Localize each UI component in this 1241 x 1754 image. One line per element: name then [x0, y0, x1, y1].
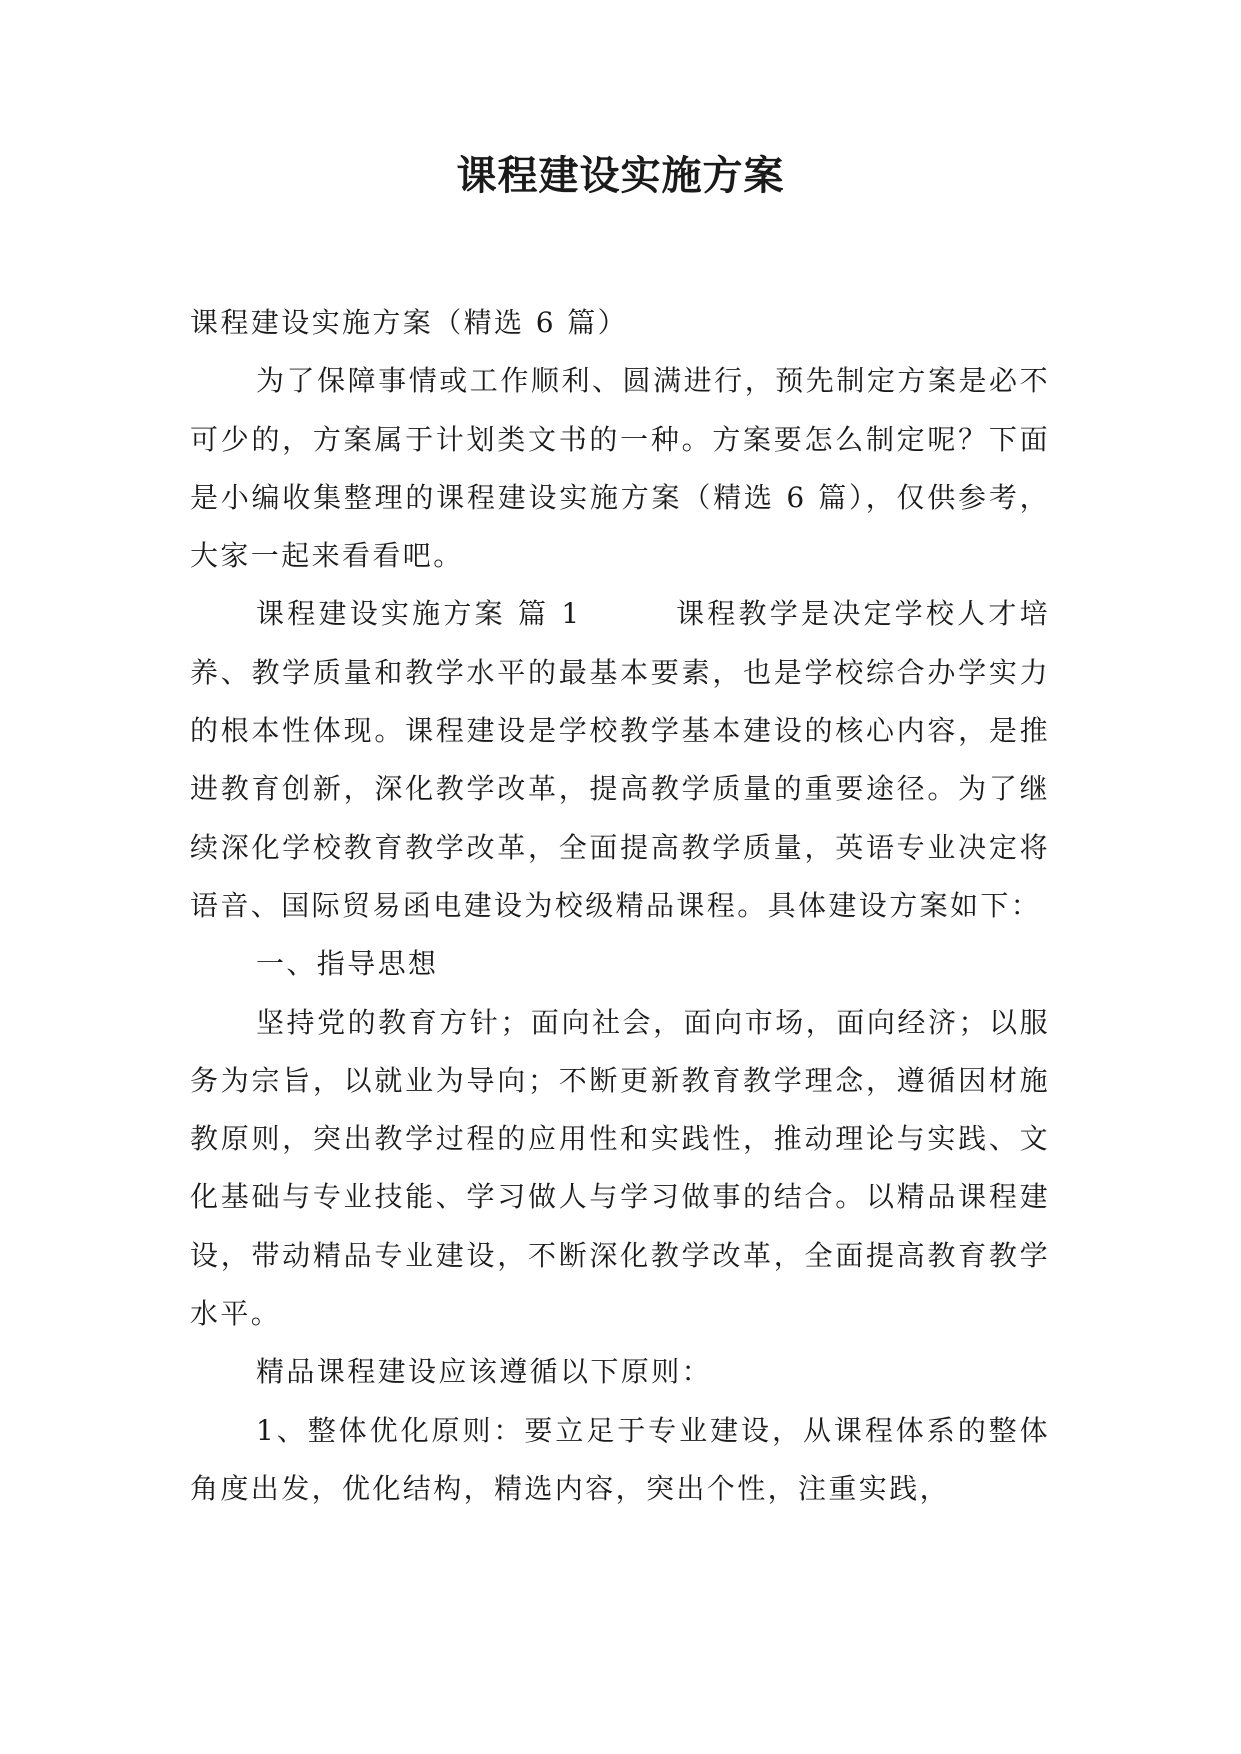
document-body	[190, 294, 1050, 1518]
section-heading-guiding-thought: 一、指导思想	[256, 947, 439, 981]
document-subtitle: 课程建设实施方案（精选 6 篇）	[190, 306, 629, 339]
principles-intro-paragraph: 精品课程建设应该遵循以下原则：	[256, 1355, 713, 1389]
principle-1-paragraph: 1、整体优化原则：要立足于专业建设，从课程体系的整体角度出发，优化结构，精选内容，突出个性，注重实践，	[190, 1413, 1050, 1505]
guiding-thought-paragraph: 坚持党的教育方针；面向社会，面向市场，面向经济；以服务为宗旨，以就业为导向；不断更新教育教学理念，遵循因材施教原则，突出教学过程的应用性和实践性，推动理论与实践、文化基础与专业技能、学习做人与学习做事的结合。以精品课程建设，带动精品专业建设，不断深化教学改革，全面提高教育教学水平。	[190, 1005, 1050, 1331]
section-1-paragraph: 课程建设实施方案 篇 1 课程教学是决定学校人才培养、教学质量和教学水平的最基本要素，也是学校综合办学实力的根本性体现。课程建设是学校教学基本建设的核心内容，是推进教育创新，深化教学改革，提高教学质量的重要途径。为了继续深化学校教育教学改革，全面提高教学质量，英语专业决定将语音、国际贸易函电建设为校级精品课程。具体建设方案如下：	[190, 597, 1050, 922]
intro-paragraph: 为了保障事情或工作顺利、圆满进行，预先制定方案是必不可少的，方案属于计划类文书的一种。方案要怎么制定呢？下面是小编收集整理的课程建设实施方案（精选 6 篇），仅供参考，大家一起来看看吧。	[190, 364, 1050, 573]
document-title: 课程建设实施方案	[456, 152, 785, 199]
